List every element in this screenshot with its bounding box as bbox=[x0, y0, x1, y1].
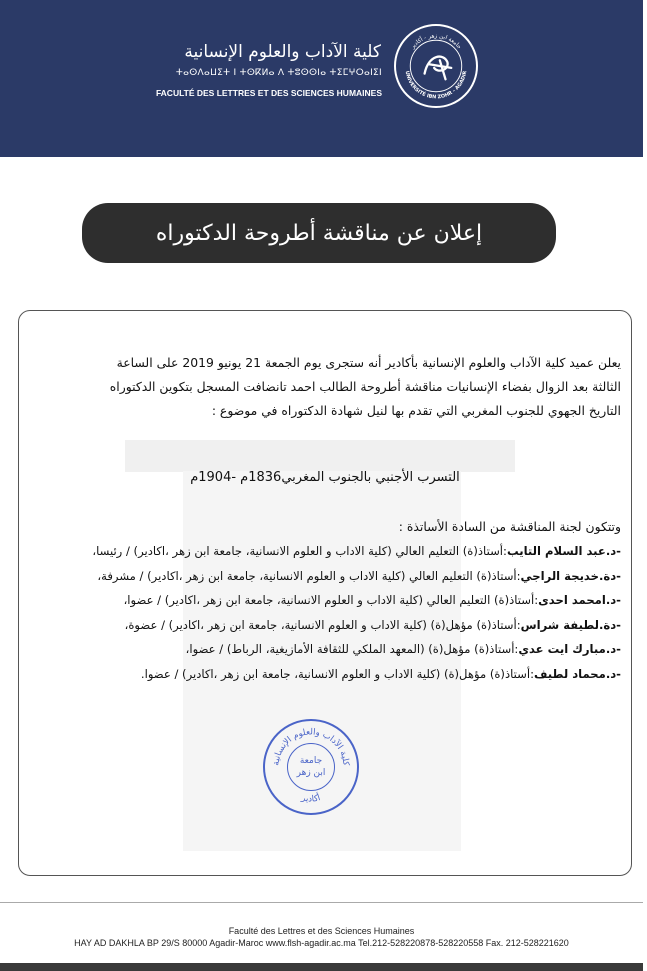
member-details: :أستاذ(ة) مؤهل(ة) (كلية الاداب و العلوم الانسانية، جامعة ابن زهر ،اكادير) / عضوة، bbox=[124, 617, 521, 632]
footer-address: HAY AD DAKHLA BP 29/S 80000 Agadir-Maroc www.flsh-agadir.ac.ma Tel.212-528220878-528220558 Fax. 212-528221620 bbox=[74, 938, 569, 948]
announcement-line: يعلن عميد كلية الآداب والعلوم الإنسانية بأكادير أنه ستجرى يوم الجمعة 21 يونيو 2019 على الساعة bbox=[116, 355, 621, 370]
stamp-center bbox=[287, 743, 335, 791]
stamp-center-line: ابن زهر bbox=[296, 768, 326, 778]
member-details: :أستاذ(ة) مؤهل(ة) (كلية الاداب و العلوم الانسانية، جامعة ابن زهر ،اكادير) / عضوا. bbox=[140, 666, 534, 681]
member-name: -دة.لطيفة شراس bbox=[520, 617, 621, 632]
announcement-text bbox=[29, 351, 621, 423]
logo-ring-arabic: جامعة ابن زهر - أكادير bbox=[409, 33, 463, 51]
faculty-name-arabic: كلية الآداب والعلوم الإنسانية bbox=[184, 42, 381, 62]
announcement-line: التاريخ الجهوي للجنوب المغربي التي تقدم بها لنيل شهادة الدكتوراه في موضوع : bbox=[211, 403, 621, 418]
faculty-name-french: FACULTÉ DES LETTRES ET DES SCIENCES HUMAINES bbox=[155, 88, 382, 98]
member-name: -د.عبد السلام التايب bbox=[506, 544, 621, 558]
svg-text:UNIVERSITÉ IBN ZOHR - AGADIR bbox=[404, 70, 469, 100]
university-logo bbox=[394, 24, 478, 108]
announcement-title: إعلان عن مناقشة أطروحة الدكتوراه bbox=[82, 203, 556, 263]
logo-ring-french: UNIVERSITÉ IBN ZOHR - AGADIR bbox=[403, 70, 469, 101]
stamp-ring-text: كلية الآداب والعلوم الإنسانية bbox=[271, 727, 351, 767]
committee-list bbox=[25, 539, 621, 686]
footer-divider bbox=[0, 902, 643, 903]
committee-member bbox=[25, 564, 621, 589]
svg-text:أكادير bbox=[299, 791, 321, 804]
faculty-name-tifinagh: ⵜⴰⵙⴷⴰⵡⵉⵜ ⵏ ⵜⵙⴽⵍⴰ ⴷ ⵜⵓⵙⵙⵏⴰ ⵜⵉⵎⵖⵔⴰⵏⵉⵏ bbox=[175, 68, 382, 78]
member-name: -د.امحمد احدى bbox=[538, 593, 621, 607]
member-name: -د.مبارك ايت عدي bbox=[518, 642, 621, 656]
committee-member bbox=[25, 637, 621, 662]
member-name: -د.محماد لطيف bbox=[534, 666, 621, 681]
thesis-subject: التسرب الأجنبي بالجنوب المغربي1836م -1904م bbox=[190, 470, 460, 485]
announcement-box bbox=[18, 310, 632, 876]
member-details: :أستاذ(ة) التعليم العالي (كلية الاداب و العلوم الانسانية، جامعة ابن زهر ،اكادير) / رئيسا، bbox=[92, 544, 507, 558]
watermark-shape bbox=[125, 440, 515, 472]
announcement-line: الثالثة بعد الزوال بفضاء الإنسانيات مناقشة أطروحة الطالب احمد تانضافت المسجل بتكوين الدكتوراه bbox=[109, 379, 621, 394]
footer-bar bbox=[0, 963, 643, 971]
member-details: :أستاذ(ة) التعليم العالي (كلية الاداب و العلوم الانسانية، جامعة ابن زهر ،اكادير) / عضوا، bbox=[123, 593, 539, 607]
header-banner bbox=[0, 0, 643, 157]
committee-member bbox=[25, 613, 621, 638]
footer-faculty: Faculté des Lettres et des Sciences Humaines bbox=[228, 926, 415, 936]
official-stamp bbox=[263, 719, 359, 815]
committee-intro: وتتكون لجنة المناقشة من السادة الأساتذة : bbox=[398, 519, 621, 534]
university-logo-icon bbox=[396, 26, 476, 106]
stamp-center-line: جامعة bbox=[299, 756, 323, 766]
member-details: :أستاذ(ة) التعليم العالي (كلية الاداب و العلوم الانسانية، جامعة ابن زهر ،اكادير) / مشرفة، bbox=[97, 568, 521, 583]
stamp-bottom-text: أكادير bbox=[300, 793, 322, 805]
member-details: :أستاذ(ة) مؤهل(ة) (المعهد الملكي للثقافة الأمازيغية، الرباط) / عضوا، bbox=[185, 642, 519, 656]
member-name: -دة.خديجة الراجي bbox=[520, 568, 621, 583]
committee-member bbox=[25, 662, 621, 687]
committee-member bbox=[25, 588, 621, 613]
committee-member bbox=[25, 539, 621, 564]
